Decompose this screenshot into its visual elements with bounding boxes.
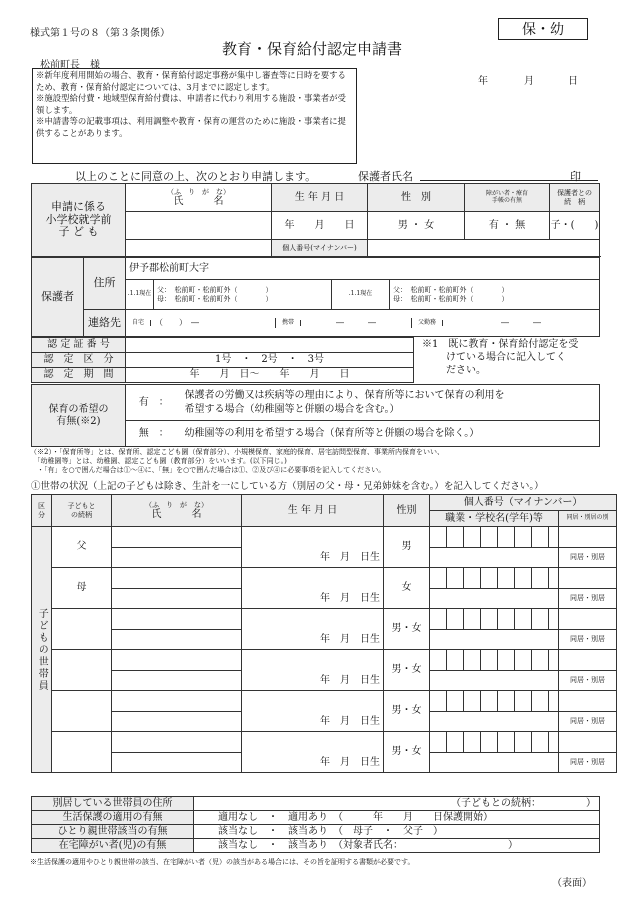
mynumber-digit-cell[interactable] [498,568,515,589]
mobile-label: 携帯 [276,320,301,327]
mynumber-digit-cell[interactable] [447,650,464,671]
disabled-field[interactable]: 該当なし ・ 該当あり （対象者氏名： ） [194,839,600,853]
hope-no-option[interactable]: 無 ： [126,421,182,447]
page-title: 教育・保育給付認定申請書 [222,40,403,58]
household-row [32,732,617,753]
household-row [32,568,617,589]
mynumber-digit-cell[interactable] [532,732,549,753]
address-label: 住所 [84,258,126,310]
notice-3: ※申請書等の記載事項は、利用調整や教育・保育の運営のために施設・事業者に提供することがあります。 [36,116,346,138]
mynumber-digit-cell[interactable] [515,732,532,753]
mynumber-digit-cell[interactable] [515,691,532,712]
member-relation[interactable] [52,650,112,691]
mynumber-digit-cell[interactable] [430,609,447,630]
guardian-name-label: 保護者氏名 [358,170,413,183]
member-name-field[interactable] [112,589,242,609]
household-heading: ①世帯の状況（上記の子どもは除き、生計を一にしている方（別居の父・母・兄弟姉妹を含む。）を記入してください。） [31,481,544,492]
member-dob[interactable]: 年 月 日生 [242,527,384,568]
mynumber-digit-cell[interactable] [447,691,464,712]
col-kubun: 区 分 [32,495,52,527]
residence-2[interactable]: 父： 松前町・松前町外（ ） 母： 松前町・松前町外（ ） [390,280,600,310]
as-of-2: .1.1現在 [332,280,390,310]
page-side-label: （表面） [552,878,592,889]
mynumber-digit-cell[interactable] [481,691,498,712]
member-sex[interactable]: 男・女 [384,650,430,691]
col-dob: 生 年 月 日 [242,495,384,527]
household-row [32,650,617,671]
mynumber-digit-cell[interactable] [532,527,549,548]
guardian-table [31,257,600,337]
col-job: 職業・学校名(学年)等 [430,511,559,527]
child-name-field-lower[interactable] [126,240,272,257]
category-box: 保・幼 [498,18,588,40]
mynumber-digit-cell[interactable] [447,732,464,753]
col-living: 同居・別居の別 [559,511,617,527]
mynumber-digit-cell[interactable] [430,691,447,712]
work-label: 父勤務 [412,320,443,327]
mynumber-digit-cell[interactable] [549,650,559,671]
member-furigana-field[interactable] [112,527,242,548]
mynumber-digit-cell[interactable] [498,691,515,712]
mynumber-digit-cell[interactable] [464,527,481,548]
mynumber-digit-cell[interactable] [481,732,498,753]
mynumber-digit-cell[interactable] [549,527,559,548]
member-sex[interactable]: 男・女 [384,732,430,773]
member-living[interactable]: 同居・別居 [559,712,617,732]
household-table [31,494,617,773]
member-sex[interactable]: 男・女 [384,609,430,650]
seal-mark: 印 [570,170,581,183]
member-furigana-field[interactable] [112,691,242,712]
household-side-label: 子どもの世帯員 [32,527,52,773]
member-job-field[interactable] [430,589,559,609]
member-relation[interactable] [52,691,112,732]
contact-label: 連絡先 [84,310,126,337]
cert-number-field[interactable] [126,338,414,353]
member-furigana-field[interactable] [112,609,242,630]
welfare-label: 生活保護の適用の有無 [32,811,194,825]
mynumber-digit-cell[interactable] [532,650,549,671]
member-name-field[interactable] [112,630,242,650]
cert-period-field[interactable]: 年 月 日～ 年 月 日 [126,368,414,383]
mynumber-digit-cell[interactable] [481,568,498,589]
mynumber-digit-cell[interactable] [481,609,498,630]
guardian-label: 保護者 [32,258,84,337]
mynumber-digit-cell[interactable] [430,650,447,671]
member-name-field[interactable] [112,548,242,568]
child-dob-header: 生 年 月 日 [272,184,368,212]
member-living[interactable]: 同居・別居 [559,630,617,650]
address-field[interactable]: 伊予郡松前町大字 [126,258,600,280]
mynumber-digit-cell[interactable] [559,691,617,712]
mynumber-digit-cell[interactable] [498,650,515,671]
home-field[interactable]: （ ） ― [151,318,276,327]
mynumber-digit-cell[interactable] [464,568,481,589]
member-relation[interactable]: 母 [52,568,112,609]
member-job-field[interactable] [430,712,559,732]
separate-label: 別居している世帯員の住所 [32,797,194,811]
mynumber-digit-cell[interactable] [447,568,464,589]
member-name-field[interactable] [112,671,242,691]
member-relation[interactable] [52,609,112,650]
hope-table [31,384,600,447]
mynumber-digit-cell[interactable] [532,609,549,630]
member-living[interactable]: 同居・別居 [559,753,617,773]
date-month: 月 [524,76,534,87]
notice-1: ※新年度利用開始の場合、教育・保育給付認定事務が集中し審査等に日時を要するため、教育・保育給付認定については、3月までに認定します。 [36,70,346,92]
col-sex: 性別 [384,495,430,527]
notice-box [32,68,357,164]
mynumber-digit-cell[interactable] [430,732,447,753]
mynumber-digit-cell[interactable] [464,691,481,712]
member-sex[interactable]: 男・女 [384,691,430,732]
footnotes: （※2）・「保育所等」とは、保育所、認定こども園（保育部分）、小規模保育、家庭的保育、居宅訪問型保育、事業所内保育をいい、 「幼稚園等」とは、幼稚園、認定こども園（教育部分）をいいます。(以下同じ。) ・「有」を○で囲んだ場合は①～④に、「無」を○で囲んだ場合は①、②及び④に必要事項を記入してください。 [30,448,444,475]
mynumber-digit-cell[interactable] [559,650,617,671]
member-relation[interactable] [52,732,112,773]
col-name: （ふ り が な） 氏 名 [112,495,242,527]
mynumber-digit-cell[interactable] [481,650,498,671]
contact-fields[interactable] [126,310,600,337]
single-parent-label: ひとり親世帯該当の有無 [32,825,194,839]
single-parent-field[interactable]: 該当なし ・ 該当あり （ 母子 ・ 父子 ） [194,825,600,839]
cert-note: ※1 既に教育・保育給付認定を受 けている場合に記入してく ださい。 [422,338,579,376]
form-number: 様式第１号の８（第３条関係） [30,28,170,39]
child-dob-field[interactable]: 年 月 日 [272,212,368,240]
child-sex-field[interactable]: 男 ・ 女 [368,212,465,240]
cert-category-field[interactable]: 1号 ・ 2号 ・ 3号 [126,353,414,368]
mynumber-digit-cell[interactable] [430,568,447,589]
hope-yes-text: 保護者の労働又は疾病等の理由により、保育所等において保育の利用を 希望する場合（幼稚園等と併願の場合を含む。） [182,385,600,421]
notice-2: ※施設型給付費・地域型保育給付費は、申請者に代わり利用する施設・事業者が受領します。 [36,93,346,115]
mynumber-digit-cell[interactable] [559,568,617,589]
child-table [31,183,600,257]
household-row [32,527,617,548]
child-row-label: 申請に係る 小学校就学前 子 ど も [32,184,126,257]
member-dob[interactable]: 年 月 日生 [242,732,384,773]
child-mynumber-label: 個人番号(マイナンバー) [272,240,368,257]
bottom-table [31,796,600,853]
mynumber-digit-cell[interactable] [559,732,617,753]
mynumber-digit-cell[interactable] [515,568,532,589]
col-relation: 子どもと の続柄 [52,495,112,527]
member-living[interactable]: 同居・別居 [559,548,617,568]
col-mynumber: 個人番号（マイナンバー） [430,495,617,511]
disabled-label: 在宅障がい者(児)の有無 [32,839,194,853]
cert-period-label: 認 定 期 間 [32,368,126,383]
addressee: 松前町長 様 [40,60,100,71]
as-of-1: .1.1現在 [126,280,154,310]
mynumber-digit-cell[interactable] [549,609,559,630]
hope-label: 保育の希望の 有無(※2) [32,385,126,447]
member-living[interactable]: 同居・別居 [559,589,617,609]
member-dob[interactable]: 年 月 日生 [242,609,384,650]
household-row [32,691,617,712]
mynumber-digit-cell[interactable] [549,732,559,753]
cert-number-label: 認 定 証 番 号 [32,338,126,353]
household-row [32,609,617,630]
member-furigana-field[interactable] [112,650,242,671]
home-label: 自宅 [126,320,151,327]
member-name-field[interactable] [112,712,242,732]
member-furigana-field[interactable] [112,732,242,753]
member-dob[interactable]: 年 月 日生 [242,650,384,691]
mynumber-digit-cell[interactable] [515,527,532,548]
residence-1[interactable]: 父： 松前町・松前町外（ ） 母： 松前町・松前町外（ ） [154,280,332,310]
member-job-field[interactable] [430,548,559,568]
mynumber-digit-cell[interactable] [515,609,532,630]
mynumber-digit-cell[interactable] [447,527,464,548]
member-sex[interactable]: 女 [384,568,430,609]
mynumber-digit-cell[interactable] [532,568,549,589]
work-field[interactable]: ― ― [501,318,541,328]
mynumber-digit-cell[interactable] [515,650,532,671]
mynumber-digit-cell[interactable] [464,609,481,630]
mobile-field[interactable]: ― ― [301,318,412,327]
member-sex[interactable]: 男 [384,527,430,568]
child-sex-header: 性 別 [368,184,465,212]
welfare-field[interactable]: 適用なし ・ 適用あり （ 年 月 日保護開始） [194,811,600,825]
mynumber-digit-cell[interactable] [559,609,617,630]
mynumber-digit-cell[interactable] [447,609,464,630]
relation-header: 保護者との 続 柄 [550,184,600,212]
member-dob[interactable]: 年 月 日生 [242,691,384,732]
member-dob[interactable]: 年 月 日生 [242,568,384,609]
hope-no-text: 幼稚園等の利用を希望する場合（保育所等と併願の場合を除く。） [182,421,600,447]
mynumber-digit-cell[interactable] [532,691,549,712]
cert-table [31,337,600,383]
member-living[interactable]: 同居・別居 [559,671,617,691]
disability-header: 障がい者・療育 手帳の有無 [465,184,550,212]
date-day: 日 [568,76,578,87]
mynumber-digit-cell[interactable] [549,568,559,589]
mynumber-digit-cell[interactable] [481,527,498,548]
child-name-field[interactable] [126,212,272,240]
member-job-field[interactable] [430,671,559,691]
member-relation[interactable]: 父 [52,527,112,568]
footer-note: ※生活保護の適用やひとり親世帯の該当、在宅障がい者（児）の該当がある場合には、その旨を証明する書類が必要です。 [30,858,415,866]
mynumber-digit-cell[interactable] [498,527,515,548]
child-name-header: （ふ り が な） 氏 名 [126,184,272,212]
member-name-field[interactable] [112,753,242,773]
mynumber-digit-cell[interactable] [498,609,515,630]
mynumber-digit-cell[interactable] [464,732,481,753]
mynumber-digit-cell[interactable] [464,650,481,671]
child-mynumber-field[interactable] [368,240,600,257]
member-job-field[interactable] [430,753,559,773]
mynumber-digit-cell[interactable] [498,732,515,753]
mynumber-digit-cell[interactable] [549,691,559,712]
relation-field[interactable]: 子・( ) [550,212,600,240]
consent-text: 以上のことに同意の上、次のとおり申請します。 [75,170,317,183]
hope-yes-option[interactable]: 有 ： [126,385,182,421]
mynumber-digit-cell[interactable] [559,527,617,548]
cert-category-label: 認 定 区 分 [32,353,126,368]
disability-field[interactable]: 有 ・ 無 [465,212,550,240]
date-year: 年 [478,76,488,87]
member-job-field[interactable] [430,630,559,650]
member-furigana-field[interactable] [112,568,242,589]
separate-field[interactable]: （子どもとの続柄： ） [194,797,600,811]
mynumber-digit-cell[interactable] [430,527,447,548]
